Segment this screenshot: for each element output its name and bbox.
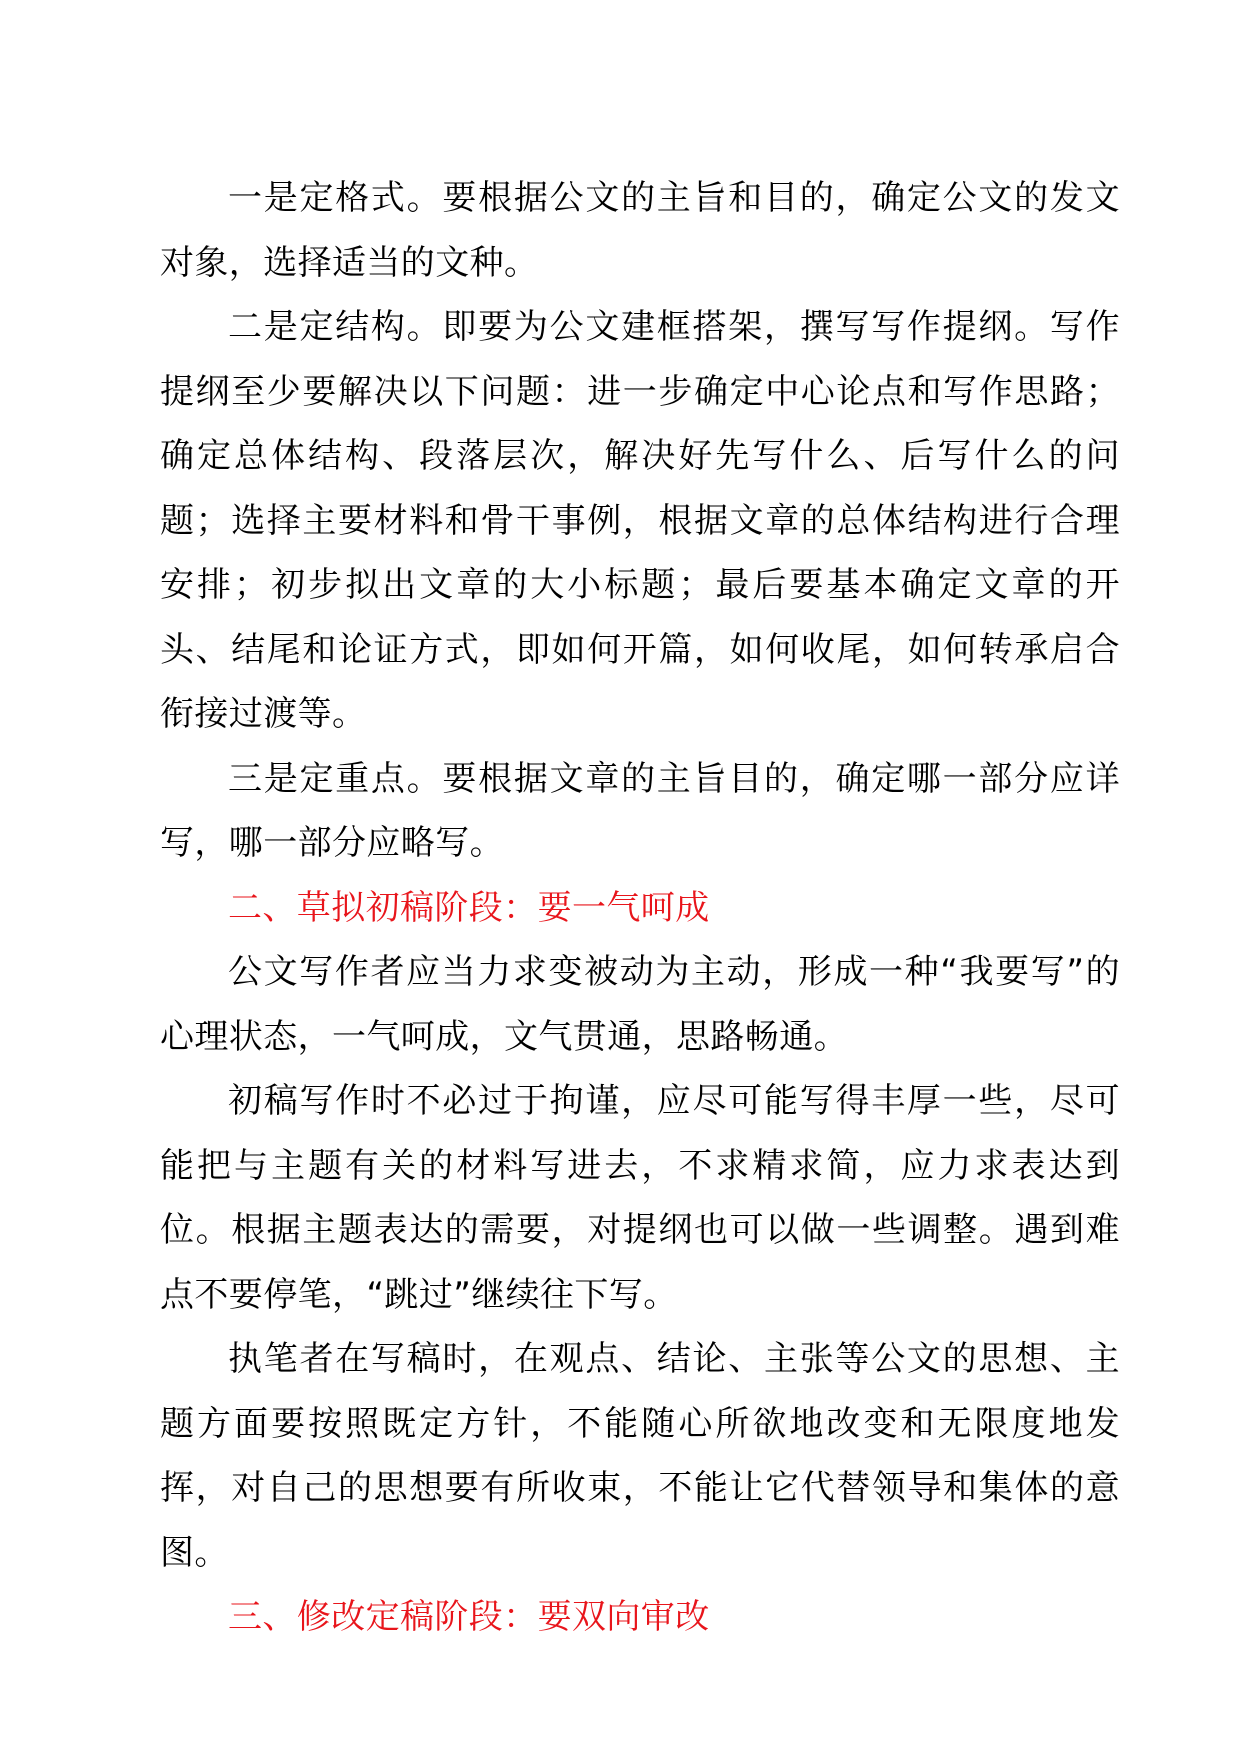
paragraph-draft-mindset: 公文写作者应当力求变被动为主动，形成一种“我要写”的心理状态，一气呵成，文气贯通，思路畅通。: [160, 952, 1120, 1057]
paragraph-draft-principles: 执笔者在写稿时，在观点、结论、主张等公文的思想、主题方面要按照既定方针，不能随心所欲地改变和无限度地发挥，对自己的思想要有所收束，不能让它代替领导和集体的意图。: [160, 1339, 1120, 1573]
paragraph-focus: 三是定重点。要根据文章的主旨目的，确定哪一部分应详写，哪一部分应略写。: [160, 758, 1120, 863]
paragraph-structure: 二是定结构。即要为公文建框搭架，撰写写作提纲。写作提纲至少要解决以下问题：进一步确定中心论点和写作思路；确定总体结构、段落层次，解决好先写什么、后写什么的问题；选择主要材料和骨干事例，根据文章的总体结构进行合理安排；初步拟出文章的大小标题；最后要基本确定文章的开头、结尾和论证方式，即如何开篇，如何收尾，如何转承启合衔接过渡等。: [160, 307, 1120, 734]
section-heading-draft: 二、草拟初稿阶段：要一气呵成: [228, 887, 710, 928]
section-heading-revision: 三、修改定稿阶段：要双向审改: [228, 1597, 710, 1637]
paragraph-draft-writing: 初稿写作时不必过于拘谨，应尽可能写得丰厚一些，尽可能把与主题有关的材料写进去，不求精求简，应力求表达到位。根据主题表达的需要，对提纲也可以做一些调整。遇到难点不要停笔，“跳过”继续往下写。: [160, 1081, 1120, 1315]
document-page: [160, 166, 1120, 1650]
paragraph-format: 一是定格式。要根据公文的主旨和目的，确定公文的发文对象，选择适当的文种。: [160, 178, 1120, 283]
